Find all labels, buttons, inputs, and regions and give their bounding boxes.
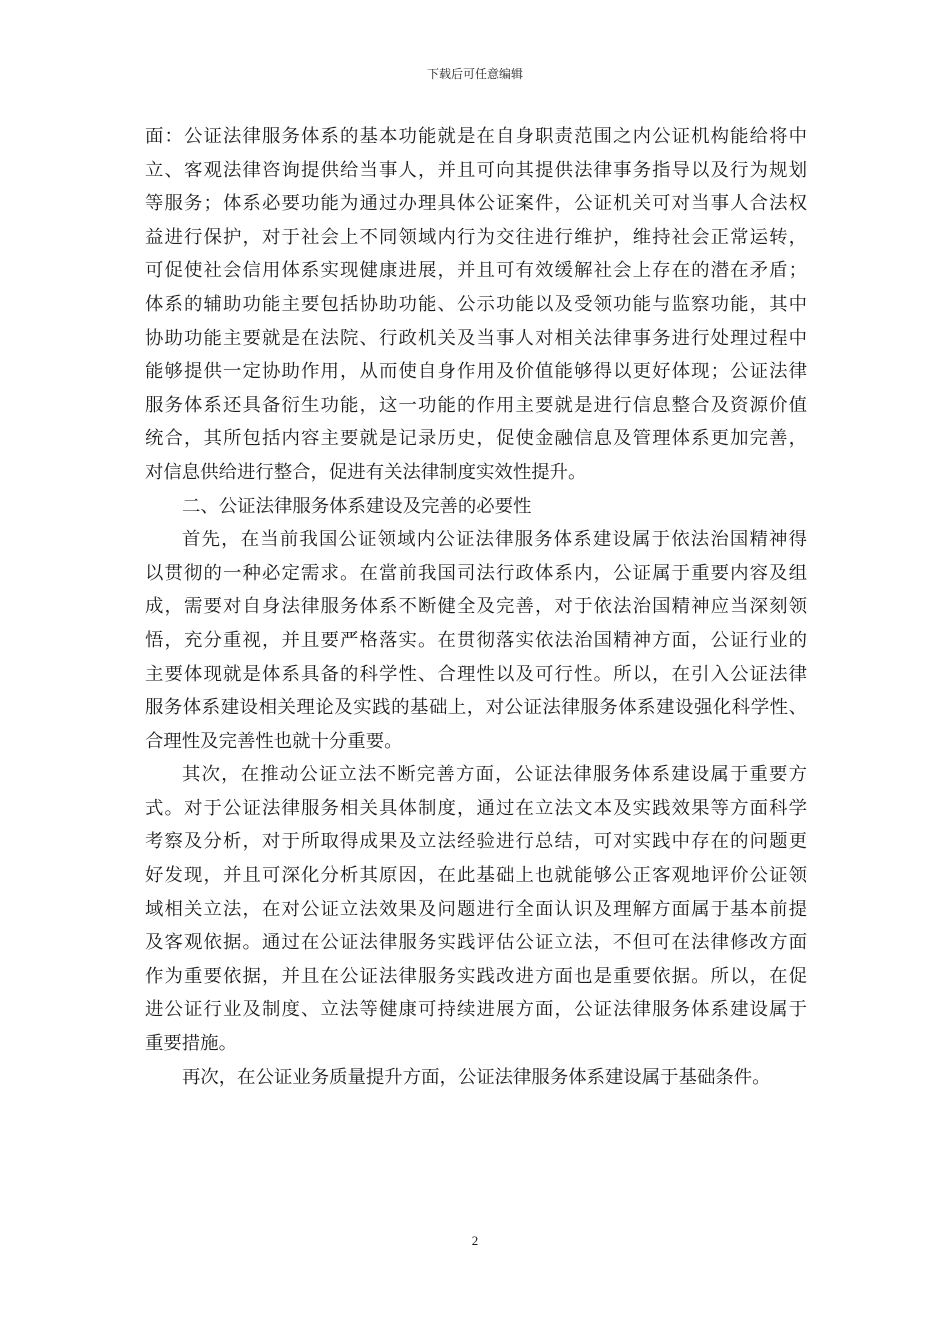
text-line: 面：公证法律服务体系的基本功能就是在自身职责范围之内公证机构能给将中 bbox=[145, 126, 807, 147]
page-header: 下载后可任意编辑 bbox=[426, 67, 523, 81]
text-line: 好发现，并且可深化分析其原因，在此基础上也就能够公正客观地评价公证领 bbox=[145, 865, 807, 887]
text-line: 合理性及完善性也就十分重要。 bbox=[145, 730, 403, 752]
text-line: 重要措施。 bbox=[145, 1033, 237, 1055]
text-line: 以贯彻的一种必定需求。在當前我国司法行政体系内，公证属于重要内容及组 bbox=[145, 562, 807, 584]
text-line: 域相关立法，在对公证立法效果及问题进行全面认识及理解方面属于基本前提 bbox=[145, 898, 807, 920]
text-line: 可促使社会信用体系实现健康进展，并且可有效缓解社会上存在的潜在矛盾； bbox=[145, 260, 807, 282]
text-line: 统合，其所包括内容主要就是记录历史，促使金融信息及管理体系更加完善， bbox=[145, 428, 807, 450]
text-line: 服务体系还具备衍生功能，这一功能的作用主要就是进行信息整合及资源价值 bbox=[145, 394, 807, 416]
page-number: 2 bbox=[471, 1233, 479, 1248]
text-line: 二、公证法律服务体系建设及完善的必要性 bbox=[182, 495, 532, 517]
text-line: 首先，在当前我国公证领域内公证法律服务体系建设属于依法治国精神得 bbox=[182, 529, 807, 551]
document-body bbox=[145, 120, 807, 1094]
text-line: 协助功能主要就是在法院、行政机关及当事人对相关法律事务进行处理过程中 bbox=[145, 327, 807, 349]
text-line: 体系的辅助功能主要包括协助功能、公示功能以及受领功能与监察功能，其中 bbox=[145, 293, 807, 315]
text-line: 悟，充分重视，并且要严格落实。在贯彻落实依法治国精神方面，公证行业的 bbox=[145, 629, 807, 651]
text-line: 益进行保护，对于社会上不同领域内行为交往进行维护，维持社会正常运转， bbox=[145, 226, 807, 248]
text-line: 再次，在公证业务质量提升方面，公证法律服务体系建设属于基础条件。 bbox=[182, 1066, 771, 1088]
text-line: 等服务；体系必要功能为通过办理具体公证案件，公证机关可对当事人合法权 bbox=[145, 193, 807, 215]
text-line: 能够提供一定协助作用，从而使自身作用及价值能够得以更好体现；公证法律 bbox=[145, 361, 807, 383]
text-line: 作为重要依据，并且在公证法律服务实践改进方面也是重要依据。所以，在促 bbox=[145, 965, 807, 987]
text-line: 对信息供给进行整合，促进有关法律制度实效性提升。 bbox=[145, 461, 587, 483]
text-line: 立、客观法律咨询提供给当事人，并且可向其提供法律事务指导以及行为规划 bbox=[145, 159, 807, 181]
text-line: 服务体系建设相关理论及实践的基础上，对公证法律服务体系建设强化科学性、 bbox=[145, 697, 807, 719]
text-line: 考察及分析，对于所取得成果及立法经验进行总结，可对实践中存在的问题更 bbox=[145, 831, 807, 853]
text-line: 及客观依据。通过在公证法律服务实践评估公证立法，不但可在法律修改方面 bbox=[145, 932, 807, 954]
text-line: 成，需要对自身法律服务体系不断健全及完善，对于依法治国精神应当深刻领 bbox=[145, 596, 807, 618]
text-line: 其次，在推动公证立法不断完善方面，公证法律服务体系建设属于重要方 bbox=[182, 764, 807, 786]
text-line: 主要体现就是体系具备的科学性、合理性以及可行性。所以，在引入公证法律 bbox=[145, 663, 807, 685]
text-line: 进公证行业及制度、立法等健康可持续进展方面，公证法律服务体系建设属于 bbox=[145, 999, 807, 1021]
text-line: 式。对于公证法律服务相关具体制度，通过在立法文本及实践效果等方面科学 bbox=[145, 797, 807, 819]
